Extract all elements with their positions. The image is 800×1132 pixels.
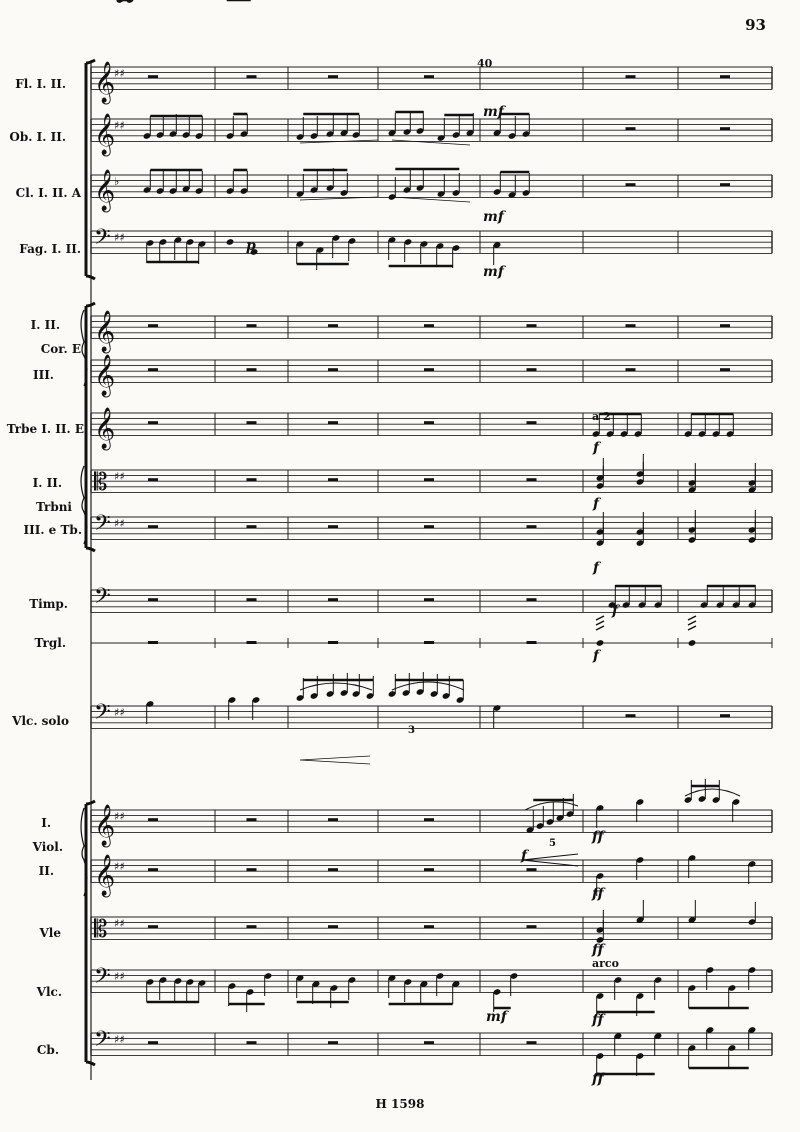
svg-text:𝄞: 𝄞 — [94, 311, 116, 352]
tremolo-mark — [596, 616, 604, 630]
svg-text:𝄢: 𝄢 — [94, 511, 111, 541]
measure-rest — [148, 598, 158, 601]
svg-text:♯♯: ♯♯ — [114, 517, 125, 530]
svg-text:♭: ♭ — [114, 175, 120, 188]
measure-number: 40 — [477, 57, 493, 70]
label-horn-3: III. — [32, 368, 54, 382]
measure-rest — [626, 183, 636, 186]
dynamic-p-bassoon: p — [246, 238, 256, 254]
measure-rest — [527, 525, 537, 528]
label-basses: Cb. — [36, 1043, 59, 1057]
svg-text:𝄢: 𝄢 — [94, 700, 111, 730]
label-clarinets: Cl. I. II. A — [15, 186, 81, 200]
measure-rest — [424, 75, 434, 78]
svg-text:𝄢: 𝄢 — [94, 225, 111, 255]
dynamic-f-trombone: f — [593, 496, 600, 512]
svg-text:♯♯: ♯♯ — [114, 970, 125, 983]
label-cellos: Vlc. — [36, 985, 62, 999]
dynamic-mf-cello: mf — [486, 1009, 507, 1025]
staff-horns-1-2 — [91, 310, 772, 353]
measure-rest — [424, 324, 434, 327]
staff-cellos — [91, 964, 772, 994]
measure-rest — [247, 1041, 257, 1044]
note-head — [226, 238, 235, 246]
label-cello-solo: Vlc. solo — [12, 714, 69, 728]
staff-oboes — [91, 113, 772, 156]
measure-rest — [328, 421, 338, 424]
svg-text:𝄡: 𝄡 — [94, 915, 108, 943]
svg-text:♯♯: ♯♯ — [114, 119, 125, 132]
dynamic-mf-oboe: mf — [483, 104, 504, 120]
measure-rest — [148, 421, 158, 424]
measure-rest — [626, 368, 636, 371]
label-trombone-3-tuba: III. e Tb. — [23, 523, 82, 537]
measure-rest — [626, 127, 636, 130]
dynamic-f-trumpet: f — [593, 440, 600, 456]
measure-rest — [328, 478, 338, 481]
dynamic-mf-bassoon: mf — [483, 264, 504, 280]
tremolo-mark — [688, 616, 696, 630]
slur — [525, 802, 578, 810]
staff-violin-2 — [91, 854, 772, 897]
measure-rest — [247, 368, 257, 371]
svg-text:𝄢: 𝄢 — [94, 964, 111, 994]
measure-rest — [720, 368, 730, 371]
staff-trumpets — [91, 407, 772, 450]
dynamic-f-trombone-bass: f — [593, 560, 600, 576]
measure-rest — [247, 818, 257, 821]
label-bassoons: Fag. I. II. — [19, 242, 81, 256]
measure-rest — [527, 641, 537, 644]
measure-rest — [720, 183, 730, 186]
svg-text:𝄢: 𝄢 — [94, 584, 111, 614]
label-trumpets: Trbe I. II. E — [6, 422, 84, 436]
svg-text:♯♯: ♯♯ — [114, 470, 125, 483]
measure-rest — [247, 75, 257, 78]
measure-rest — [424, 368, 434, 371]
measure-rest — [527, 421, 537, 424]
svg-text:𝄞: 𝄞 — [94, 855, 116, 896]
label-triangle: Trgl. — [34, 636, 66, 650]
measure-rest — [424, 478, 434, 481]
measure-rest — [328, 868, 338, 871]
dynamic-ff-viola: ff — [592, 942, 604, 958]
measure-rest — [527, 368, 537, 371]
measure-rest — [424, 421, 434, 424]
measure-rest — [328, 525, 338, 528]
measure-rest — [148, 641, 158, 644]
note-head — [126, 0, 135, 4]
slur — [685, 789, 740, 796]
staff-flutes — [91, 61, 772, 104]
dynamic-f-violin: f — [521, 848, 528, 864]
measure-rest — [247, 324, 257, 327]
note-head — [596, 639, 605, 647]
measure-rest — [424, 818, 434, 821]
crescendo-hairpin — [300, 756, 370, 764]
measure-rest — [720, 127, 730, 130]
measure-rest — [720, 714, 730, 717]
svg-text:♯♯: ♯♯ — [114, 1033, 125, 1046]
measure-rest — [247, 478, 257, 481]
hairpin — [300, 140, 470, 145]
measure-rest — [247, 925, 257, 928]
staff-violas — [91, 915, 772, 943]
staff-violin-1 — [91, 804, 772, 847]
marking-a2-trumpet: a 2 — [592, 410, 611, 423]
measure-rest — [720, 324, 730, 327]
svg-text:♯♯: ♯♯ — [114, 917, 125, 930]
measure-rest — [247, 641, 257, 644]
measure-rest — [626, 324, 636, 327]
staff-trombones-1-2 — [91, 468, 772, 496]
label-trombones-1-2: I. II. — [32, 476, 62, 490]
slur — [300, 683, 372, 690]
label-trombones: Trbni — [35, 500, 72, 514]
dynamic-f-timpani: f — [612, 603, 619, 619]
svg-text:𝄞: 𝄞 — [94, 408, 116, 449]
staff-clarinets — [91, 169, 772, 212]
measure-rest — [424, 598, 434, 601]
measure-rest — [328, 818, 338, 821]
svg-text:♯♯: ♯♯ — [114, 706, 125, 719]
measure-rest — [247, 421, 257, 424]
measure-rest — [720, 75, 730, 78]
measure-rest — [328, 368, 338, 371]
measure-rest — [527, 868, 537, 871]
measure-rest — [247, 598, 257, 601]
note-head — [688, 639, 697, 647]
svg-text:♯♯: ♯♯ — [114, 67, 125, 80]
measure-rest — [424, 525, 434, 528]
measure-rest — [626, 75, 636, 78]
measure-rest — [148, 324, 158, 327]
measure-rest — [424, 925, 434, 928]
measure-rest — [148, 1041, 158, 1044]
measure-rest — [527, 1041, 537, 1044]
measure-rest — [527, 925, 537, 928]
measure-rest — [148, 525, 158, 528]
label-timpani: Timp. — [29, 597, 68, 611]
dynamic-mf-clarinet: mf — [483, 209, 504, 225]
measure-rest — [328, 598, 338, 601]
label-oboes: Ob. I. II. — [9, 130, 66, 144]
measure-rest — [148, 368, 158, 371]
dynamic-ff-bass: ff — [592, 1071, 604, 1087]
tuplet-5-violin: 5 — [549, 838, 556, 849]
svg-text:𝄞: 𝄞 — [94, 170, 116, 211]
measure-rest — [328, 1041, 338, 1044]
measure-rest — [247, 525, 257, 528]
measure-rest — [424, 868, 434, 871]
measure-rest — [148, 868, 158, 871]
measure-rest — [148, 925, 158, 928]
staff-horn-3 — [91, 354, 772, 397]
measure-rest — [148, 818, 158, 821]
measure-rest — [328, 324, 338, 327]
label-flutes: Fl. I. II. — [15, 77, 66, 91]
svg-text:𝄞: 𝄞 — [94, 355, 116, 396]
measure-rest — [328, 925, 338, 928]
label-horns-1-2: I. II. — [30, 318, 60, 332]
label-horns: Cor. E — [40, 342, 81, 356]
svg-text:𝄡: 𝄡 — [94, 468, 108, 496]
measure-rest — [424, 1041, 434, 1044]
slur — [392, 682, 464, 690]
measure-rest — [328, 75, 338, 78]
dynamic-ff-cello: ff — [592, 1012, 604, 1028]
measure-rest — [247, 868, 257, 871]
staff-bassoons — [91, 225, 772, 255]
label-violin-1: I. — [41, 816, 51, 830]
page-footer: H 1598 — [375, 1097, 425, 1111]
measure-rest — [328, 641, 338, 644]
svg-text:𝄞: 𝄞 — [94, 805, 116, 846]
marking-arco-cello: arco — [592, 957, 619, 970]
svg-text:♯♯: ♯♯ — [114, 860, 125, 873]
svg-text:♯♯: ♯♯ — [114, 231, 125, 244]
measure-rest — [424, 641, 434, 644]
svg-text:𝄞: 𝄞 — [94, 62, 116, 103]
label-violin-2: II. — [38, 864, 54, 878]
measure-rest — [527, 598, 537, 601]
tuplet-3-cello-solo: 3 — [408, 725, 415, 736]
dynamic-ff-violin-2: ff — [592, 886, 604, 902]
svg-text:𝄢: 𝄢 — [94, 1027, 111, 1057]
svg-text:𝄞: 𝄞 — [94, 114, 116, 155]
staff-cello-solo — [91, 700, 772, 730]
dynamic-ff-violin-1: ff — [592, 829, 604, 845]
measure-rest — [527, 478, 537, 481]
dynamic-f-triangle: f — [593, 648, 600, 664]
measure-rest — [148, 478, 158, 481]
measure-rest — [626, 714, 636, 717]
label-violas: Vle — [39, 926, 61, 940]
measure-rest — [148, 75, 158, 78]
page-number: 93 — [745, 16, 766, 34]
label-violins: Viol. — [32, 840, 63, 854]
measure-rest — [527, 324, 537, 327]
svg-text:♯♯: ♯♯ — [114, 810, 125, 823]
